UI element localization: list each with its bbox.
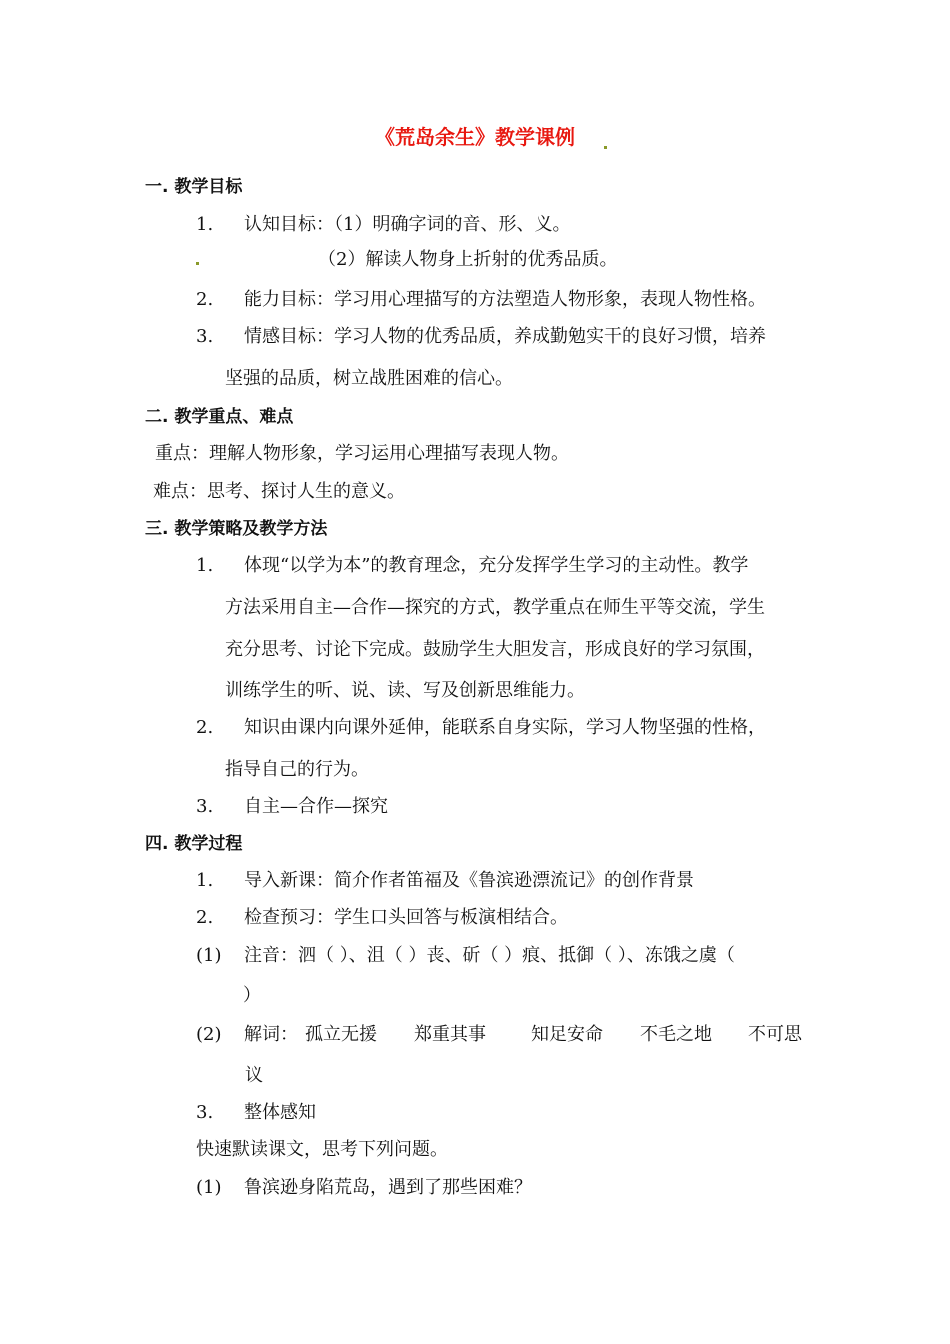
s4-part-2 <box>196 1023 298 1047</box>
s4-item-3-number: 3. <box>196 1102 214 1123</box>
s1-item-1 <box>196 213 570 237</box>
s4-item-1-number: 1. <box>196 870 214 891</box>
s4-item-2 <box>196 906 568 930</box>
s4-item-3 <box>196 1101 316 1125</box>
s3-item-3-number: 3. <box>196 796 214 817</box>
s3-item-2-number: 2. <box>196 717 214 738</box>
vocab-word: 知足安命 <box>531 1024 603 1045</box>
s4-part-2-number: (2) <box>196 1024 222 1045</box>
section-4-heading: 四. 教学过程 <box>145 834 243 854</box>
s1-item-3-line-2: 坚强的品质，树立战胜困难的信心。 <box>225 368 513 389</box>
s4-part-1 <box>196 944 735 968</box>
s4-part-1-line-2: ） <box>243 985 261 1006</box>
s3-item-3 <box>196 795 388 819</box>
s4-item-2-number: 2. <box>196 907 214 928</box>
question-1-number: (1) <box>196 1177 222 1198</box>
s1-item-3-line-1: 情感目标：学习人物的优秀品质，养成勤勉实干的良好习惯，培养 <box>244 326 766 347</box>
question-1-text: 鲁滨逊身陷荒岛，遇到了那些困难？ <box>244 1177 532 1198</box>
s4-item-1 <box>196 869 694 893</box>
s3-item-1-line-1: 体现“以学为本”的教育理念，充分发挥学生学习的主动性。教学 <box>244 555 749 576</box>
s1-item-3 <box>196 325 766 349</box>
stray-mark <box>196 262 199 265</box>
s4-part-2-line-2: 议 <box>245 1065 263 1086</box>
s1-item-3-number: 3. <box>196 326 214 347</box>
s3-item-3-text: 自主—合作—探究 <box>244 796 388 817</box>
vocab-word: 孤立无援 <box>305 1024 377 1045</box>
difficult-point: 难点：思考、探讨人生的意义。 <box>153 481 405 502</box>
s4-part-1-line-1: 注音：泗（ ）、沮（ ）丧、斫（ ）痕、抵御（ ）、冻饿之虞（ <box>244 945 735 966</box>
s1-item-2-number: 2. <box>196 289 214 310</box>
s1-item-1-sub: （2）解读人物身上折射的优秀品质。 <box>318 249 618 270</box>
vocab-word: 不毛之地 <box>640 1024 712 1045</box>
s3-item-1-line-4: 训练学生的听、说、读、写及创新思维能力。 <box>225 680 585 701</box>
s4-part-2-label: 解词： <box>244 1024 298 1045</box>
s1-item-2-text: 能力目标：学习用心理描写的方法塑造人物形象，表现人物性格。 <box>244 289 766 310</box>
s3-item-1-line-3: 充分思考、讨论下完成。鼓励学生大胆发言，形成良好的学习氛围， <box>225 639 765 660</box>
s3-item-1-line-2: 方法采用自主—合作—探究的方式，教学重点在师生平等交流，学生 <box>225 597 765 618</box>
section-1-heading: 一. 教学目标 <box>145 177 243 197</box>
s4-item-3-text: 整体感知 <box>244 1102 316 1123</box>
question-1 <box>196 1176 532 1200</box>
s3-item-1 <box>196 554 748 578</box>
s4-item-1-text: 导入新课：简介作者笛福及《鲁滨逊漂流记》的创作背景 <box>244 870 694 891</box>
key-point: 重点：理解人物形象，学习运用心理描写表现人物。 <box>155 443 569 464</box>
s1-item-1-number: 1. <box>196 214 214 235</box>
s4-part-1-number: (1) <box>196 945 222 966</box>
s3-item-2 <box>196 716 766 740</box>
reading-instruction: 快速默读课文，思考下列问题。 <box>196 1139 448 1160</box>
section-3-heading: 三. 教学策略及教学方法 <box>145 519 328 539</box>
s1-item-1-text: 认知目标：（1）明确字词的音、形、义。 <box>244 214 571 235</box>
s1-item-2 <box>196 288 766 312</box>
s3-item-2-line-1: 知识由课内向课外延伸，能联系自身实际，学习人物坚强的性格， <box>244 717 766 738</box>
vocab-word: 郑重其事 <box>414 1024 486 1045</box>
stray-mark <box>604 146 607 149</box>
vocab-word: 不可思 <box>748 1024 802 1045</box>
s3-item-1-number: 1. <box>196 555 214 576</box>
document-title: 《荒岛余生》教学课例 <box>375 125 575 149</box>
s4-item-2-text: 检查预习：学生口头回答与板演相结合。 <box>244 907 568 928</box>
s3-item-2-line-2: 指导自己的行为。 <box>225 759 369 780</box>
section-2-heading: 二. 教学重点、难点 <box>145 407 294 427</box>
